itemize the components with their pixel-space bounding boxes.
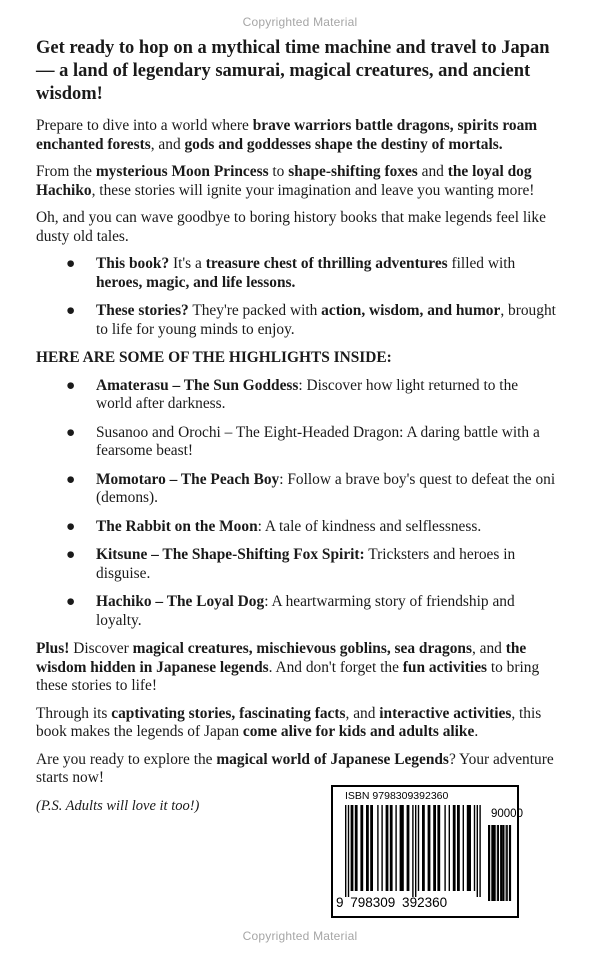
text-run: . <box>474 723 479 740</box>
bullet-icon: ● <box>66 423 76 441</box>
bold-text: fun activities <box>402 658 488 676</box>
barcode-bar <box>360 805 363 891</box>
text-run: They're packed with <box>188 302 322 319</box>
text-run: , and <box>345 704 380 722</box>
feature-list <box>36 255 556 339</box>
barcode-bar <box>506 825 507 901</box>
text-run: It's a <box>169 255 206 272</box>
list-item <box>36 377 556 414</box>
text-run: Tricksters and heroes in disguise. <box>96 546 516 582</box>
barcode-bar <box>381 805 382 891</box>
barcode-bar <box>418 805 419 891</box>
text-run: , and <box>471 640 506 657</box>
postscript: (P.S. Adults will love it too!) <box>36 797 200 814</box>
barcode-bar <box>355 805 358 891</box>
bold-text: come alive for kids and adults alike <box>242 723 475 740</box>
barcode-addon-icon <box>488 825 518 901</box>
text-run: From the <box>36 163 96 180</box>
bold-text: the loyal dog Hachiko <box>36 163 532 199</box>
text-run: Prepare to dive into a world where <box>36 117 253 134</box>
bold-text: Plus! <box>36 640 70 657</box>
barcode-bar <box>422 805 425 891</box>
highlights-list <box>36 377 556 631</box>
text-run: Oh, and you can wave goodbye to boring history books that make legends feel like dusty old tales. <box>36 209 546 245</box>
text-run: , these stories will ignite your imagination and leave you wanting more! <box>91 181 535 199</box>
barcode-bar <box>494 825 496 901</box>
bold-text: Hachiko – The Loyal Dog <box>96 593 265 610</box>
bold-text: The Rabbit on the Moon <box>96 517 258 535</box>
text-run: : A tale of kindness and selflessness. <box>257 517 482 535</box>
text-run: , brought to life for young minds to enjoy. <box>96 302 556 338</box>
barcode-bar <box>390 805 393 891</box>
barcode-bar <box>345 805 346 897</box>
bold-text: brave warriors battle dragons, spirits roam enchanted forests <box>36 117 538 153</box>
text-run: Susanoo and Orochi – The Eight-Headed Dragon: A daring battle with a fearsome beast! <box>96 423 540 459</box>
bullet-icon: ● <box>66 302 76 319</box>
barcode-bar <box>395 805 396 891</box>
highlights-heading: HERE ARE SOME OF THE HIGHLIGHTS INSIDE: <box>36 349 392 366</box>
barcode-bar <box>491 825 493 901</box>
bold-text: Amaterasu – The Sun Goddess <box>96 376 299 394</box>
text-run: : Follow a brave boy's quest to defeat the oni (demons). <box>96 470 556 506</box>
bold-text: Momotaro – The Peach Boy <box>96 470 280 488</box>
barcode-bar <box>500 825 502 901</box>
barcode-bar <box>497 825 498 901</box>
barcode-bar <box>453 805 456 891</box>
bold-text: heroes, magic, and life lessons. <box>96 273 296 291</box>
text-run: , and <box>150 135 185 153</box>
intro-paragraph-3 <box>36 209 556 246</box>
list-item <box>36 424 556 461</box>
list-item <box>36 302 556 339</box>
bullet-icon: ● <box>66 593 76 610</box>
ean-digits: 9 798309 392360 <box>336 895 448 910</box>
text-run: : A heartwarming story of friendship and loyalty. <box>96 593 515 629</box>
bold-text: action, wisdom, and humor <box>321 302 501 319</box>
back-cover-text <box>36 37 556 815</box>
watermark-top: Copyrighted Material <box>242 15 358 29</box>
price-code: 90000 <box>491 808 523 820</box>
barcode-bar <box>377 805 378 891</box>
barcode-bar <box>386 805 389 891</box>
headline: Get ready to hop on a mythical time machine and travel to Japan — a land of legendary samurai, magical creatures, and ancient wisdom! <box>36 38 550 104</box>
text-run: , this book makes the legends of Japan <box>36 704 542 740</box>
barcode-bar <box>351 805 354 891</box>
barcode-bar <box>370 805 373 891</box>
bold-text: the wisdom hidden in Japanese legends <box>36 640 527 676</box>
bold-text: magical world of Japanese Legends <box>216 750 449 768</box>
bold-text: Kitsune – The Shape-Shifting Fox Spirit: <box>96 546 365 563</box>
barcode-bar <box>437 805 440 891</box>
barcode-bar <box>400 805 404 891</box>
list-item <box>36 518 556 537</box>
bullet-icon: ● <box>66 376 76 394</box>
list-item <box>36 593 556 630</box>
text-run: filled with <box>447 255 516 272</box>
barcode-main-icon <box>345 805 485 897</box>
barcode-bar <box>498 825 499 901</box>
barcode-bar <box>463 805 464 891</box>
list-item <box>36 255 556 292</box>
barcode-bar <box>477 805 478 897</box>
list-item <box>36 471 556 508</box>
text-run: to bring these stories to life! <box>36 658 540 694</box>
barcode-bar <box>433 805 436 891</box>
barcode-bar <box>502 825 504 901</box>
bold-text: magical creatures, mischievous goblins, sea dragons <box>132 640 472 657</box>
bullet-icon: ● <box>66 517 76 535</box>
barcode-bar <box>428 805 431 891</box>
barcode-bar <box>348 805 349 897</box>
barcode-bar <box>509 825 511 901</box>
barcode-bar <box>488 825 490 901</box>
text-run: and <box>417 163 448 180</box>
barcode-bar <box>507 825 508 901</box>
barcode-bar <box>474 805 475 891</box>
barcode-bar <box>449 805 450 891</box>
closing-paragraph-1 <box>36 640 556 696</box>
intro-paragraph-1 <box>36 117 556 154</box>
list-item <box>36 546 556 583</box>
isbn-barcode-box <box>331 785 523 918</box>
text-run: Discover <box>69 640 133 657</box>
text-run: ? Your adventure starts now! <box>36 750 554 786</box>
barcode-bar <box>457 805 460 891</box>
intro-paragraph-2 <box>36 163 556 200</box>
text-run: to <box>268 163 289 180</box>
bullet-icon: ● <box>66 546 76 563</box>
barcode-bar <box>467 805 471 891</box>
closing-paragraph-2 <box>36 705 556 742</box>
bold-text: treasure chest of thrilling adventures <box>205 255 448 272</box>
text-run: Are you ready to explore the <box>36 750 217 768</box>
barcode-bar <box>366 805 369 891</box>
closing-paragraph-3 <box>36 751 556 788</box>
barcode-bar <box>412 805 413 897</box>
text-run: Through its <box>36 704 112 722</box>
bold-text: shape-shifting foxes <box>288 163 418 180</box>
bold-text: mysterious Moon Princess <box>95 163 269 180</box>
text-run: : Discover how light returned to the world after darkness. <box>96 376 519 412</box>
bold-text: gods and goddesses shape the destiny of mortals. <box>184 135 503 153</box>
bold-text: interactive activities <box>379 704 512 722</box>
bold-text: This book? <box>96 255 170 272</box>
barcode-bar <box>415 805 416 897</box>
text-run: . And don't forget the <box>268 658 403 676</box>
bold-text: These stories? <box>96 302 189 319</box>
barcode-bar <box>479 805 480 897</box>
bullet-icon: ● <box>66 255 76 272</box>
barcode-bar <box>407 805 410 891</box>
bullet-icon: ● <box>66 470 76 488</box>
bold-text: captivating stories, fascinating facts <box>111 704 346 722</box>
isbn-label: ISBN 9798309392360 <box>345 790 449 802</box>
watermark-bottom: Copyrighted Material <box>242 929 358 943</box>
barcode-bar <box>444 805 445 891</box>
